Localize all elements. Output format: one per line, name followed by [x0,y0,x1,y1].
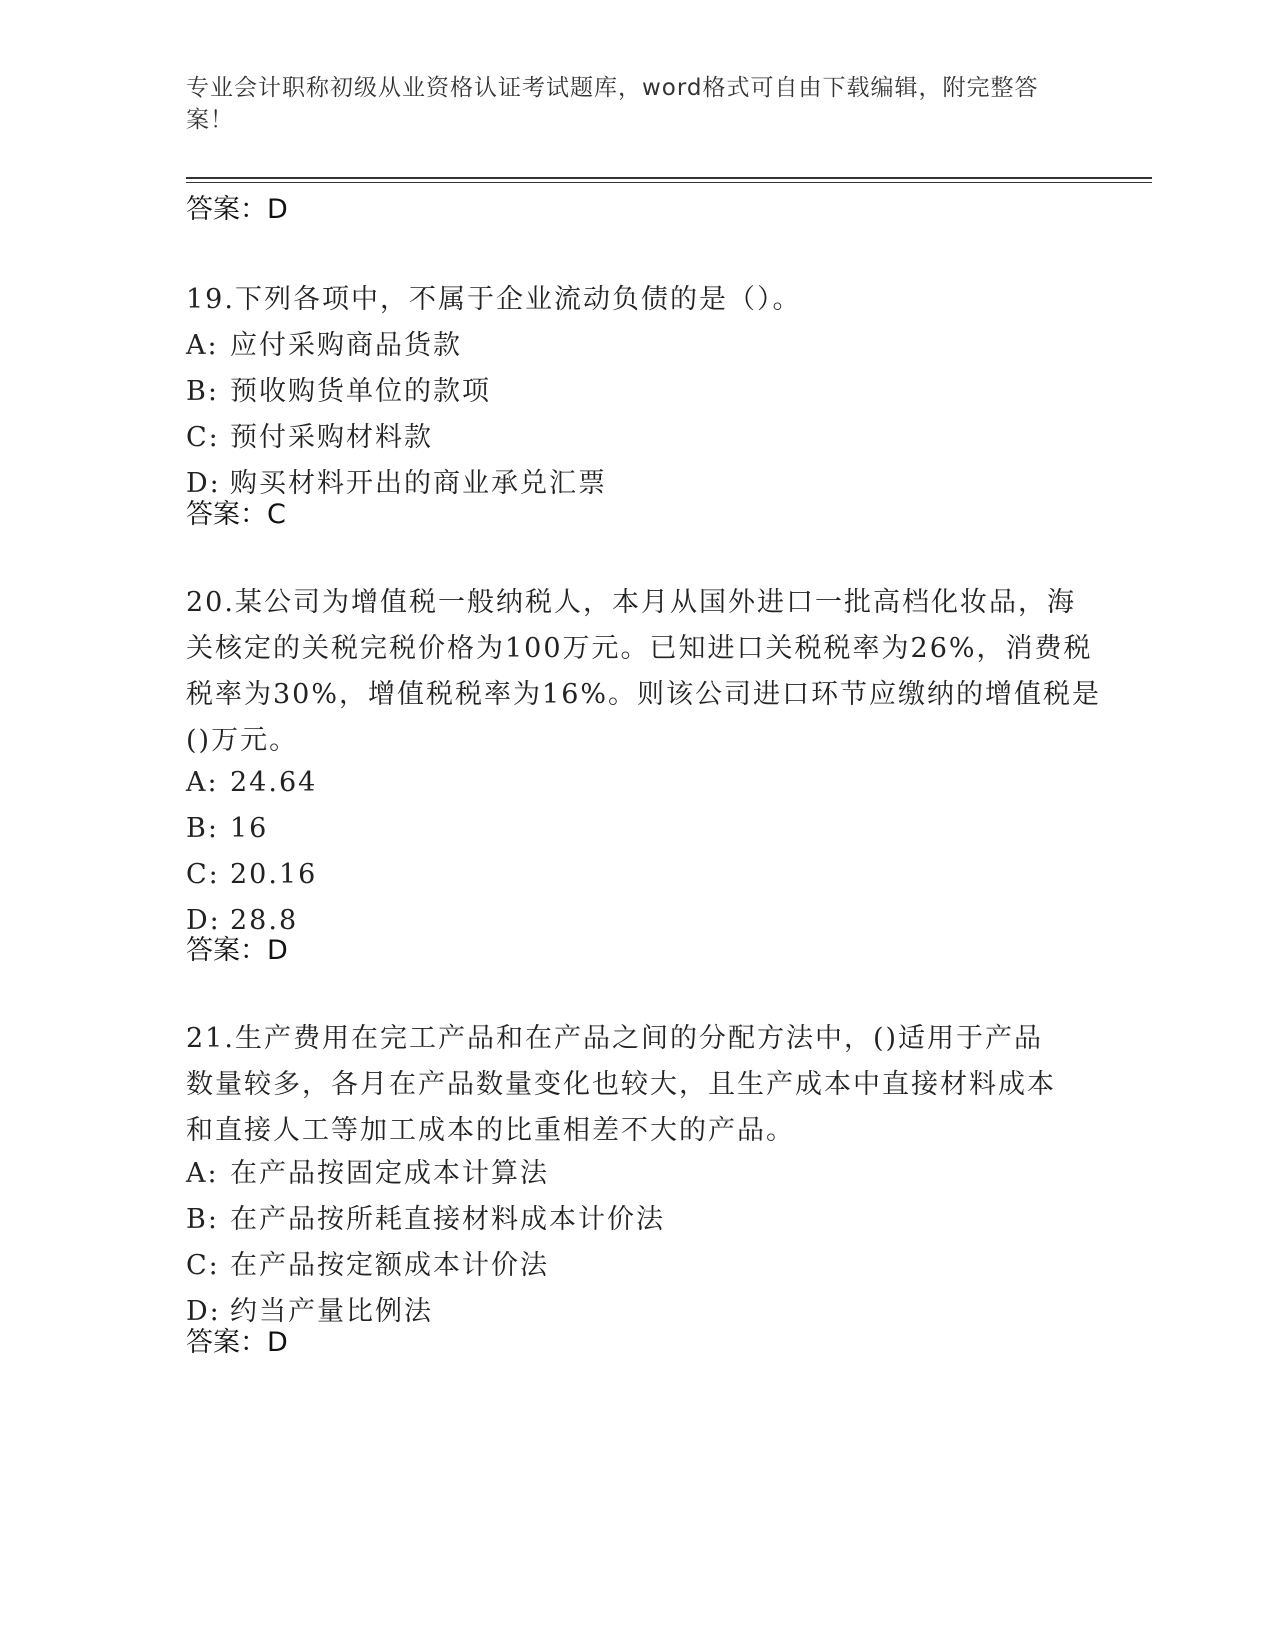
question-text-line: 数量较多，各月在产品数量变化也较大，且生产成本中直接材料成本 [186,1069,1056,1100]
option-key: A: [186,1158,219,1189]
question-text-line: ()万元。 [186,725,299,756]
option-b [186,1197,1086,1243]
question-text-line: 20.某公司为增值税一般纳税人，本月从国外进口一批高档化妆品，海 [186,587,1076,618]
option-text: 28.8 [230,905,299,936]
option-text: 24.64 [230,767,318,798]
previous-answer: 答案：D [186,194,288,225]
option-text: 在产品按定额成本计价法 [230,1250,549,1281]
option-key: C: [186,422,220,453]
header-divider [186,177,1152,183]
question-19-options [186,323,1086,507]
option-c [186,852,1086,898]
divider-thick-line [186,177,1152,179]
question-19-answer: 答案：C [186,499,286,530]
option-text: 应付采购商品货款 [230,330,462,361]
option-a [186,760,1086,806]
header-note [186,72,1076,136]
option-c [186,415,1086,461]
option-b [186,369,1086,415]
question-21-answer: 答案：D [186,1327,288,1358]
option-text: 预收购货单位的款项 [230,376,491,407]
question-20-options [186,760,1086,944]
option-a [186,323,1086,369]
option-b [186,806,1086,852]
question-21 [186,1016,1086,1154]
option-key: C: [186,859,220,890]
option-c [186,1243,1086,1289]
option-text: 20.16 [230,859,318,890]
option-key: B: [186,376,219,407]
question-text-line: 税率为30%，增值税税率为16%。则该公司进口环节应缴纳的增值税是 [186,679,1102,710]
option-text: 预付采购材料款 [230,422,433,453]
divider-thin-line [186,182,1152,183]
option-key: A: [186,330,219,361]
option-d [186,898,1086,944]
option-key: B: [186,1204,219,1235]
question-20 [186,580,1102,764]
question-20-answer: 答案：D [186,935,288,966]
option-key: D: [186,1296,221,1327]
option-text: 在产品按固定成本计算法 [230,1158,549,1189]
question-text-line: 和直接人工等加工成本的比重相差不大的产品。 [186,1115,795,1146]
option-key: D: [186,905,221,936]
question-21-options [186,1151,1086,1335]
question-text-line: 19.下列各项中，不属于企业流动负债的是（）。 [186,284,802,315]
question-text-line: 21.生产费用在完工产品和在产品之间的分配方法中，()适用于产品 [186,1023,1044,1054]
option-key: A: [186,767,219,798]
question-19 [186,277,1086,323]
option-key: D: [186,468,221,499]
option-key: C: [186,1250,220,1281]
option-text: 约当产量比例法 [230,1296,433,1327]
header-note-line: 案！ [186,107,234,133]
option-text: 购买材料开出的商业承兑汇票 [230,468,607,499]
option-a [186,1151,1086,1197]
option-text: 16 [230,813,269,844]
option-key: B: [186,813,219,844]
header-note-line: 专业会计职称初级从业资格认证考试题库，word格式可自由下载编辑，附完整答 [186,75,1039,101]
option-d [186,461,1086,507]
option-text: 在产品按所耗直接材料成本计价法 [230,1204,665,1235]
question-text-line: 关核定的关税完税价格为100万元。已知进口关税税率为26%，消费税 [186,633,1093,664]
option-d [186,1289,1086,1335]
